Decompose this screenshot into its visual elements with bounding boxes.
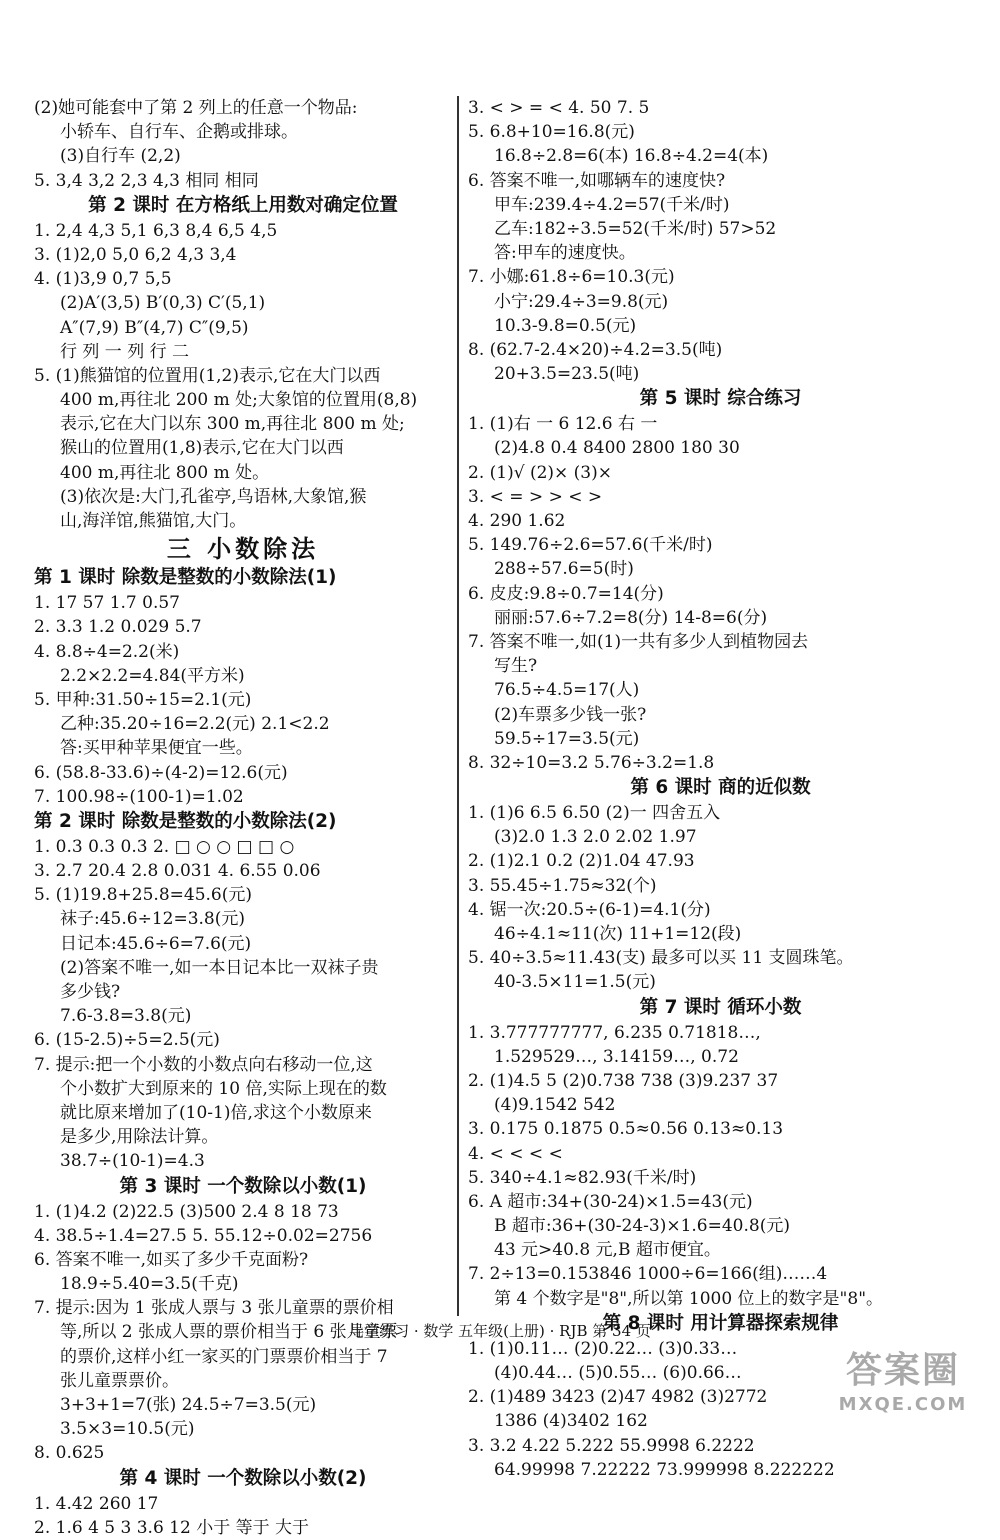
- answer-line: 4. 38.5÷1.4=27.5 5. 55.12÷0.02=2756: [34, 1225, 373, 1246]
- answer-line: 1. 2,4 4,3 5,1 6,3 8,4 6,5 4,5: [34, 220, 278, 241]
- answer-line: 5. 3,4 3,2 2,3 4,3 相同 相同: [34, 170, 259, 191]
- answer-line: 1. (1)4.2 (2)22.5 (3)500 2.4 8 18 73: [34, 1201, 339, 1222]
- answer-line: 6. 皮皮:9.8÷0.7=14(分): [468, 583, 664, 604]
- answer-line: (3)2.0 1.3 2.0 2.02 1.97: [494, 827, 697, 848]
- lesson-heading: 第 1 课时 除数是整数的小数除法(1): [34, 567, 337, 589]
- answer-line: 猴山的位置用(1,8)表示,它在大门以西: [60, 438, 344, 459]
- answer-line: 的票价,这样小红一家买的门票票价相当于 7: [60, 1346, 388, 1367]
- page-footer: 导学练习 · 数学 五年级(上册) · RJB 第 34 页: [349, 1322, 651, 1340]
- answer-line: (2)A′(3,5) B′(0,3) C′(5,1): [60, 293, 266, 314]
- answer-line: 2.2×2.2=4.84(平方米): [60, 665, 245, 686]
- answer-line: 1. 4.42 260 17: [34, 1493, 159, 1514]
- answer-line: (2)车票多少钱一张?: [494, 704, 647, 725]
- answer-line: 3. (1)2,0 5,0 6,2 4,3 3,4: [34, 244, 237, 265]
- answer-line: 3. 0.175 0.1875 0.5≈0.56 0.13≈0.13: [468, 1119, 784, 1140]
- answer-line: 日记本:45.6÷6=7.6(元): [60, 933, 252, 954]
- answer-line: A″(7,9) B″(4,7) C″(9,5): [60, 317, 249, 338]
- lesson-heading: 第 6 课时 商的近似数: [630, 777, 811, 799]
- answer-line: (3)自行车 (2,2): [60, 146, 181, 167]
- answer-line: 等,所以 2 张成人票的票价相当于 6 张儿童票: [60, 1322, 398, 1343]
- answer-line: 8. 0.625: [34, 1443, 105, 1464]
- answer-line: 76.5÷4.5=17(人): [494, 680, 640, 701]
- answer-line: 3. 3.2 4.22 5.222 55.9998 6.2222: [468, 1435, 755, 1456]
- answer-line: 2. (1)489 3423 (2)47 4982 (3)2772: [468, 1387, 768, 1408]
- answer-line: 表示,它在大门以东 300 m,再往北 800 m 处;: [60, 414, 405, 435]
- answer-line: 3+3+1=7(张) 24.5÷7=3.5(元): [60, 1395, 317, 1415]
- answer-line: 个小数扩大到原来的 10 倍,实际上现在的数: [60, 1078, 387, 1099]
- answer-line: 张儿童票票价。: [60, 1370, 179, 1391]
- answer-line: 6. A 超市:34+(30-24)×1.5=43(元): [468, 1191, 753, 1212]
- answer-line: 7. 提示:因为 1 张成人票与 3 张儿童票的票价相: [34, 1298, 394, 1319]
- answer-line: 5. 149.76÷2.6=57.6(千米/时): [468, 535, 713, 556]
- lesson-heading: 第 8 课时 用计算器探索规律: [602, 1312, 839, 1334]
- answer-line: 20+3.5=23.5(吨): [494, 364, 640, 385]
- answer-line: 1386 (4)3402 162: [494, 1411, 648, 1432]
- answer-line: 38.7÷(10-1)=4.3: [60, 1151, 205, 1172]
- answer-line: 6. 答案不唯一,如买了多少千克面粉?: [34, 1249, 309, 1270]
- answer-line: 1. 3.777777777, 6.235 0.71818…,: [468, 1022, 761, 1043]
- answer-line: 甲车:239.4÷4.2=57(千米/时): [494, 194, 730, 215]
- answer-line: 8. 32÷10=3.2 5.76÷3.2=1.8: [468, 752, 715, 773]
- answer-line: 2. (1)√ (2)× (3)×: [468, 462, 612, 483]
- answer-line: 4. 锯一次:20.5÷(6-1)=4.1(分): [468, 899, 711, 920]
- answer-line: 4. 290 1.62: [468, 511, 566, 531]
- answer-line: 答:甲车的速度快。: [494, 243, 636, 264]
- answer-line: 乙种:35.20÷16=2.2(元) 2.1<2.2: [60, 714, 330, 735]
- watermark-site: MXQE.COM: [838, 1394, 968, 1415]
- answer-line: 就比原来增加了(10-1)倍,求这个小数原来: [60, 1102, 372, 1123]
- watermark: [828, 1348, 978, 1420]
- answer-line: 40-3.5×11=1.5(元): [494, 972, 656, 993]
- answer-line: 2. (1)4.5 5 (2)0.738 738 (3)9.237 37: [468, 1070, 779, 1091]
- answer-line: 行 列 一 列 行 二: [60, 341, 190, 362]
- answer-line: 3. < = > > < >: [468, 486, 603, 507]
- right-column: [468, 96, 973, 1482]
- answer-line: 1. (1)0.11… (2)0.22… (3)0.33…: [468, 1338, 738, 1359]
- lesson-heading: 第 7 课时 循环小数: [639, 996, 802, 1018]
- lesson-heading: 第 2 课时 在方格纸上用数对确定位置: [88, 194, 398, 216]
- answer-line: (4)9.1542 542: [494, 1095, 616, 1116]
- answer-line: 16.8÷2.8=6(本) 16.8÷4.2=4(本): [494, 146, 769, 167]
- answer-line: 5. 40÷3.5≈11.43(支) 最多可以买 11 支圆珠笔。: [468, 948, 854, 969]
- lesson-heading: 第 2 课时 除数是整数的小数除法(2): [34, 810, 337, 832]
- answer-line: 5. (1)熊猫馆的位置用(1,2)表示,它在大门以西: [34, 365, 381, 386]
- answer-line: 5. 甲种:31.50÷15=2.1(元): [34, 689, 252, 710]
- answer-line: 5. 6.8+10=16.8(元): [468, 122, 635, 143]
- answer-line: 18.9÷5.40=3.5(千克): [60, 1274, 239, 1295]
- answer-line: 3. 55.45÷1.75≈32(个): [468, 875, 657, 896]
- answer-line: 小轿车、自行车、企鹅或排球。: [60, 122, 298, 143]
- answer-line: 写生?: [494, 656, 538, 677]
- answer-line: 2. 1.6 4 5 3 3.6 12 小于 等于 大于: [34, 1517, 310, 1538]
- answer-line: 1. (1)6 6.5 6.50 (2)一 四舍五入: [468, 803, 721, 824]
- answer-line: 3. < > = < 4. 50 7. 5: [468, 98, 650, 118]
- answer-line: 丽丽:57.6÷7.2=8(分) 14-8=6(分): [494, 607, 768, 628]
- answer-line: 1. (1)右 一 6 12.6 右 一: [468, 414, 658, 435]
- unit-heading: 三 小数除法: [166, 535, 320, 564]
- answer-line: 7. 提示:把一个小数的小数点向右移动一位,这: [34, 1054, 373, 1075]
- answer-line: 8. (62.7-2.4×20)÷4.2=3.5(吨): [468, 339, 723, 360]
- answer-line: 4. 8.8÷4=2.2(米): [34, 641, 180, 662]
- answer-line: 3.5×3=10.5(元): [60, 1419, 195, 1440]
- answer-line: 多少钱?: [60, 982, 121, 1002]
- answer-line: 6. (15-2.5)÷5=2.5(元): [34, 1030, 220, 1051]
- answer-line: (2)答案不唯一,如一本日记本比一双袜子贵: [60, 957, 379, 978]
- answer-line: 6. 答案不唯一,如哪辆车的速度快?: [468, 170, 726, 191]
- answer-line: 5. 340÷4.1≈82.93(千米/时): [468, 1167, 697, 1188]
- answer-line: 7. 100.98÷(100-1)=1.02: [34, 786, 244, 807]
- answer-line: 山,海洋馆,熊猫馆,大门。: [60, 511, 247, 531]
- answer-line: 小宁:29.4÷3=9.8(元): [494, 291, 669, 312]
- answer-line: 乙车:182÷3.5=52(千米/时) 57>52: [494, 218, 777, 239]
- answer-line: 7. 小娜:61.8÷6=10.3(元): [468, 267, 675, 288]
- answer-line: 400 m,再往北 800 m 处。: [60, 462, 270, 483]
- answer-line: 46÷4.1≈11(次) 11+1=12(段): [494, 924, 742, 944]
- answer-line: 5. (1)19.8+25.8=45.6(元): [34, 885, 253, 906]
- answer-line: 7.6-3.8=3.8(元): [60, 1006, 192, 1027]
- answer-line: 6. (58.8-33.6)÷(4-2)=12.6(元): [34, 762, 288, 783]
- answer-line: 288÷57.6=5(时): [494, 559, 634, 580]
- answer-line: 1. 17 57 1.7 0.57: [34, 593, 180, 614]
- answer-line: (2)4.8 0.4 8400 2800 180 30: [494, 438, 740, 459]
- answer-line: (2)她可能套中了第 2 列上的任意一个物品:: [34, 98, 358, 118]
- answer-line: 答:买甲种苹果便宜一些。: [60, 738, 253, 759]
- lesson-heading: 第 4 课时 一个数除以小数(2): [119, 1467, 367, 1489]
- answer-line: 1. 0.3 0.3 0.3 2. □ ○ ○ □ □ ○: [34, 836, 295, 857]
- column-divider: [457, 96, 459, 1316]
- answer-line: 7. 2÷13=0.153846 1000÷6=166(组)……4: [468, 1264, 828, 1285]
- answer-line: 7. 答案不唯一,如(1)一共有多少人到植物园去: [468, 631, 809, 652]
- answer-line: 59.5÷17=3.5(元): [494, 728, 640, 749]
- answer-line: (3)依次是:大门,孔雀亭,鸟语林,大象馆,猴: [60, 486, 367, 507]
- watermark-logo: 答案圈: [845, 1350, 960, 1391]
- answer-line: 400 m,再往北 200 m 处;大象馆的位置用(8,8): [60, 390, 418, 411]
- lesson-heading: 第 3 课时 一个数除以小数(1): [119, 1175, 367, 1197]
- answer-line: 43 元>40.8 元,B 超市便宜。: [494, 1240, 721, 1261]
- answer-line: 3. 2.7 20.4 2.8 0.031 4. 6.55 0.06: [34, 861, 321, 882]
- answer-line: 4. < < < <: [468, 1143, 563, 1164]
- answer-line: 2. (1)2.1 0.2 (2)1.04 47.93: [468, 851, 695, 872]
- answer-line: 是多少,用除法计算。: [60, 1127, 219, 1148]
- answer-line: 1.529529…, 3.14159…, 0.72: [494, 1046, 739, 1067]
- answer-line: 2. 3.3 1.2 0.029 5.7: [34, 617, 202, 638]
- answer-line: (4)0.44… (5)0.55… (6)0.66…: [494, 1363, 742, 1383]
- answer-line: B 超市:36+(30-24-3)×1.6=40.8(元): [494, 1216, 790, 1237]
- answer-line: 第 4 个数字是"8",所以第 1000 位上的数字是"8"。: [494, 1288, 884, 1309]
- lesson-heading: 第 5 课时 综合练习: [639, 388, 802, 410]
- answer-line: 4. (1)3,9 0,7 5,5: [34, 269, 172, 290]
- answer-line: 64.99998 7.22222 73.999998 8.222222: [494, 1459, 835, 1480]
- answer-line: 10.3-9.8=0.5(元): [494, 315, 637, 336]
- answer-line: 袜子:45.6÷12=3.8(元): [60, 909, 245, 930]
